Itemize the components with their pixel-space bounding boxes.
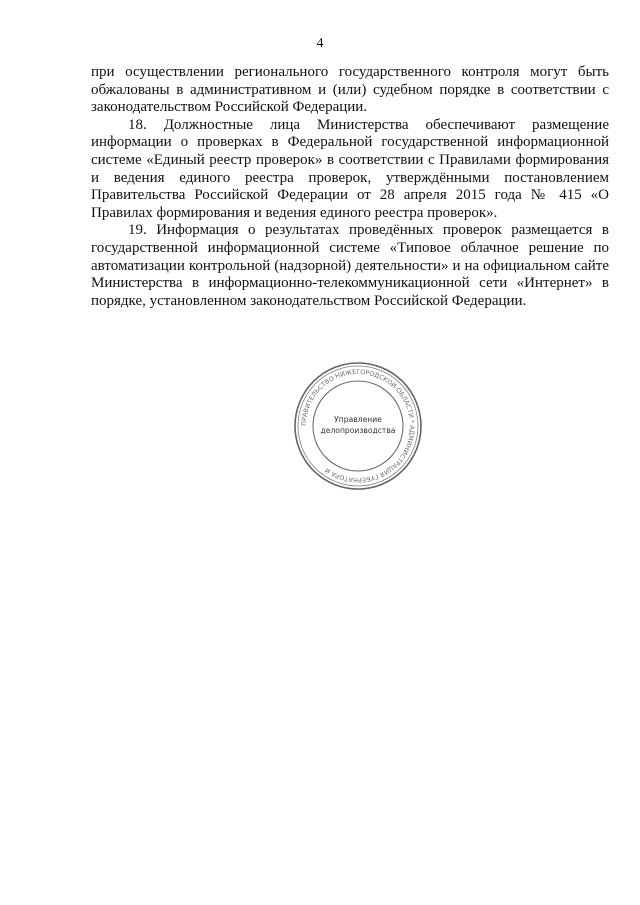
seal-ring-text: ПРАВИТЕЛЬСТВО НИЖЕГОРОДСКОЙ ОБЛАСТИ * АДМИНИСТРАЦИЯ ГУБЕРНАТОРА И bbox=[299, 367, 417, 485]
document-body bbox=[91, 64, 609, 310]
paragraph-19: 19. Информация о результатах проведённых проверок размещается в государственной информационной системе «Типовое облачное решение по автоматизации контрольной (надзорной) деятельности» и на официальном сайте Министерства в информационно-телекоммуникационной сети «Интернет» в порядке, установленном законодательством Российской Федерации. bbox=[91, 222, 609, 309]
seal-center-line-1: Управление bbox=[334, 415, 382, 424]
paragraph-18: 18. Должностные лица Министерства обеспечивают размещение информации о проверках в Федеральной государственной информационной системе «Единый реестр проверок» в соответствии с Правилами формирования и ведения единого реестра проверок, утверждёнными постановлением Правительства Российской Федерации от 28 апреля 2015 года № 415 «О Правилах формирования и ведения единого реестра проверок». bbox=[91, 116, 609, 221]
paragraph-continuation: при осуществлении регионального государственного контроля могут быть обжалованы в административном и (или) судебном порядке в соответствии с законодательством Российской Федерации. bbox=[91, 64, 609, 116]
seal-center-line-2: делопроизводства bbox=[320, 426, 396, 435]
official-seal-stamp bbox=[293, 361, 423, 491]
page-number: 4 bbox=[316, 36, 324, 51]
